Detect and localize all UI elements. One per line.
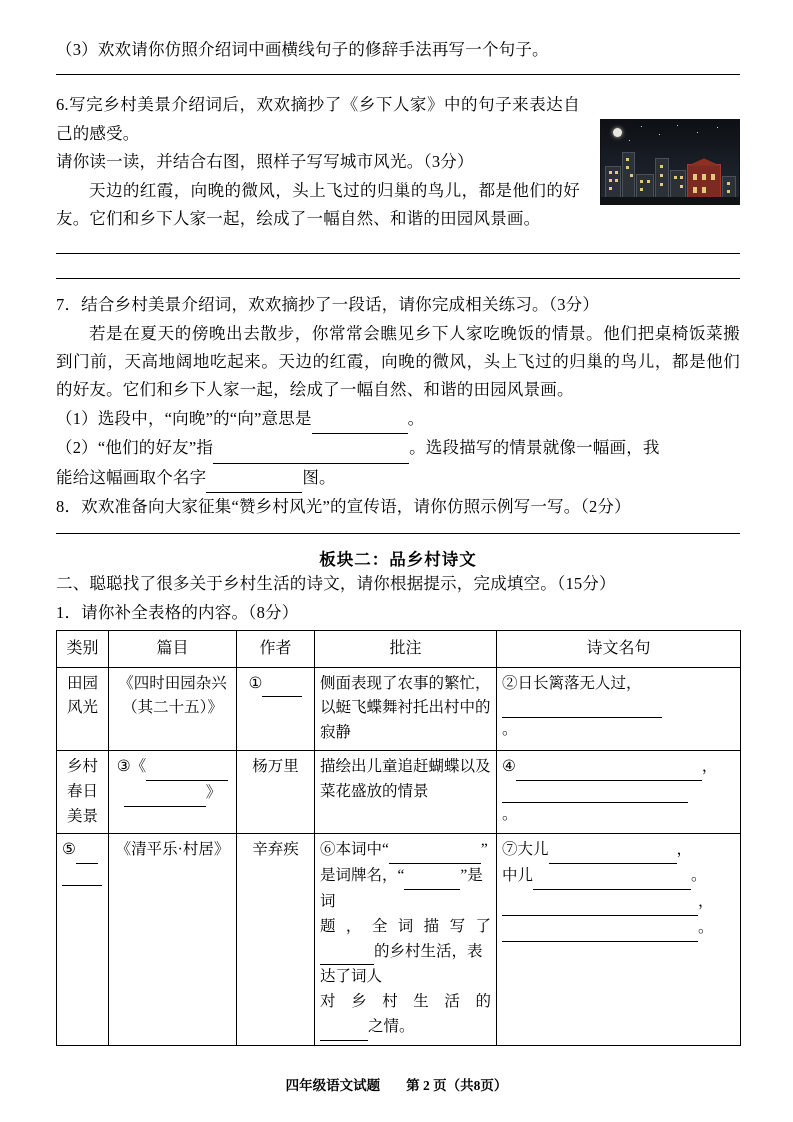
- marker-4: ④: [502, 757, 516, 775]
- marker-6: ⑥: [320, 841, 336, 859]
- marker-3: ③: [116, 757, 131, 775]
- blank-field[interactable]: [502, 916, 698, 942]
- col-header-quote: 诗文名句: [497, 631, 741, 668]
- question-6-quote: 天边的红霞，向晚的微风，头上飞过的归巢的鸟儿，都是他们的好友。它们和乡下人家一起，绘成了一幅自然、和谐的田园风景画。: [56, 180, 580, 228]
- cell-quote[interactable]: [497, 750, 741, 833]
- quote-c: 中儿: [502, 867, 534, 885]
- blank-field[interactable]: [146, 755, 228, 781]
- question-7-head: 7．结合乡村美景介绍词，欢欢摘抄了一段话，请你完成相关练习。（3分）: [56, 295, 600, 315]
- blank-field[interactable]: [320, 1015, 368, 1041]
- question-7-1-end: 。: [407, 408, 425, 428]
- blank-field[interactable]: [206, 464, 302, 493]
- table-row: [57, 667, 741, 750]
- table-header-row: [57, 631, 741, 668]
- quote-d: 。: [691, 867, 707, 885]
- marker-7: ⑦: [502, 841, 518, 859]
- blank-field[interactable]: [516, 755, 702, 781]
- quote-comma-2: ，: [698, 892, 714, 910]
- quote-line-3: [502, 890, 735, 916]
- cell-note[interactable]: [315, 834, 497, 1045]
- question-7-2: [56, 434, 740, 463]
- question-7-1-text: （1）选段中，“向晚”的“向”意思是: [56, 408, 312, 428]
- question-3: （3）欢欢请你仿照介绍词中画横线句子的修辞手法再写一个句子。: [56, 40, 549, 59]
- cell-title: 《清平乐·村居》: [109, 834, 237, 1045]
- quote-b: ，: [676, 841, 693, 859]
- quote-line-4: [502, 916, 735, 942]
- question-7-2-line2-text: 能给这幅画取个名字: [56, 467, 207, 487]
- quote-comma: ，: [701, 757, 718, 775]
- col-header-title: 篇目: [109, 631, 237, 668]
- quote-a: 大儿: [517, 841, 549, 859]
- blank-field[interactable]: [262, 672, 302, 698]
- cell-quote[interactable]: [497, 834, 741, 1045]
- quote-text: 日长篱落无人过，: [517, 674, 642, 692]
- note-c: 是词牌名，“: [320, 867, 405, 885]
- blank-field[interactable]: [389, 838, 481, 864]
- footer-subject: 四年级语文试题: [285, 1078, 381, 1093]
- blank-field[interactable]: [76, 838, 98, 864]
- blank-field[interactable]: [320, 940, 374, 966]
- cell-category: 乡村 春日 美景: [57, 750, 109, 833]
- blank-field[interactable]: [312, 405, 408, 434]
- quote-line-2: [502, 864, 735, 890]
- note-a: 本词中“: [335, 841, 389, 859]
- note-e: 题，全词描写了: [320, 917, 491, 935]
- question-8: 8．欢欢准备向大家征集“赞乡村风光”的宣传语，请你仿照示例写一写。（2分）: [56, 496, 631, 516]
- blank-field[interactable]: [533, 864, 691, 890]
- question-7-2-mid: 。选段描写的情景就像一幅画，我: [409, 438, 660, 458]
- question-6-block: [56, 91, 740, 233]
- table-row: [57, 750, 741, 833]
- blank-field[interactable]: [549, 838, 677, 864]
- blank-field[interactable]: [62, 866, 102, 886]
- note-b: ”: [480, 841, 488, 859]
- table-row: [57, 834, 741, 1045]
- col-header-category: 类别: [57, 631, 109, 668]
- cell-author: 辛弃疾: [237, 834, 315, 1045]
- cell-title: 《四时田园杂兴 （其二十五）》: [109, 667, 237, 750]
- note-line-6: [320, 1015, 491, 1041]
- part-2-head: 二、聪聪找了很多关于乡村生活的诗文，请你根据提示，完成填空。（15分）: [56, 574, 616, 594]
- cell-quote[interactable]: [497, 667, 741, 750]
- cell-author: 杨万里: [237, 750, 315, 833]
- cityscape-illustration: [600, 119, 740, 205]
- table-question-head: 1．请你补全表格的内容。（8分）: [56, 602, 299, 622]
- cell-note: 侧面表现了农事的繁忙，以蜓飞蝶舞衬托出村中的寂静: [315, 667, 497, 750]
- note-line-2: [320, 864, 491, 915]
- note-line-5: [320, 990, 491, 1015]
- footer-page: 第 2 页（共8页）: [406, 1078, 508, 1093]
- question-7-2-text: （2）“他们的好友”指: [56, 438, 214, 458]
- page-content: [56, 36, 740, 1046]
- quote-period: 。: [502, 721, 518, 739]
- marker-5: ⑤: [62, 841, 76, 859]
- poem-table: [56, 630, 741, 1046]
- blank-field[interactable]: [502, 890, 698, 916]
- note-d: ”是词: [320, 867, 483, 910]
- note-h: 之情。: [368, 1017, 415, 1035]
- marker-2: ②: [502, 674, 518, 692]
- blank-field[interactable]: [502, 698, 662, 718]
- page-footer: [0, 1074, 793, 1094]
- section-title: 板块二：品乡村诗文: [319, 550, 477, 570]
- blank-field[interactable]: [502, 783, 688, 803]
- quote-period: 。: [502, 805, 518, 823]
- note-line-3: [320, 915, 491, 940]
- blank-field[interactable]: [124, 781, 206, 807]
- question-7-1: [56, 405, 740, 434]
- cell-title[interactable]: ③《 》: [109, 750, 237, 833]
- note-g: 对乡村生活的: [320, 993, 491, 1011]
- cell-category: 田园 风光: [57, 667, 109, 750]
- cell-category[interactable]: [57, 834, 109, 1045]
- note-f: 的乡村生活，表达了词人: [320, 942, 483, 986]
- question-7-2-line2-end: 图。: [302, 467, 336, 487]
- marker-1: ①: [248, 674, 263, 692]
- cell-note: 描绘出儿童追赶蝴蝶以及菜花盛放的情景: [315, 750, 497, 833]
- question-7-2-line2: [56, 464, 740, 493]
- note-line-4: [320, 940, 491, 991]
- col-header-note: 批注: [315, 631, 497, 668]
- question-6-line-2: 请你读一读，并结合右图，照样子写写城市风光。（3分）: [56, 152, 474, 172]
- question-6-line-1: 6.写完乡村美景介绍词后，欢欢摘抄了《乡下人家》中的句子来表达自己的感受。: [56, 95, 580, 143]
- cell-author[interactable]: [237, 667, 315, 750]
- blank-field[interactable]: [404, 864, 460, 890]
- quote-period-2: 。: [698, 918, 714, 936]
- col-header-author: 作者: [237, 631, 315, 668]
- blank-field[interactable]: [213, 434, 409, 463]
- question-7-passage: 若是在夏天的傍晚出去散步，你常常会瞧见乡下人家吃晚饭的情景。他们把桌椅饭菜搬到门前，天高地阔地吃起来。天边的红霞，向晚的微风，头上飞过的归巢的鸟儿，都是他们的好友。它们和乡下人家一起，绘成了一幅自然、和谐的田园风景画。: [56, 323, 740, 400]
